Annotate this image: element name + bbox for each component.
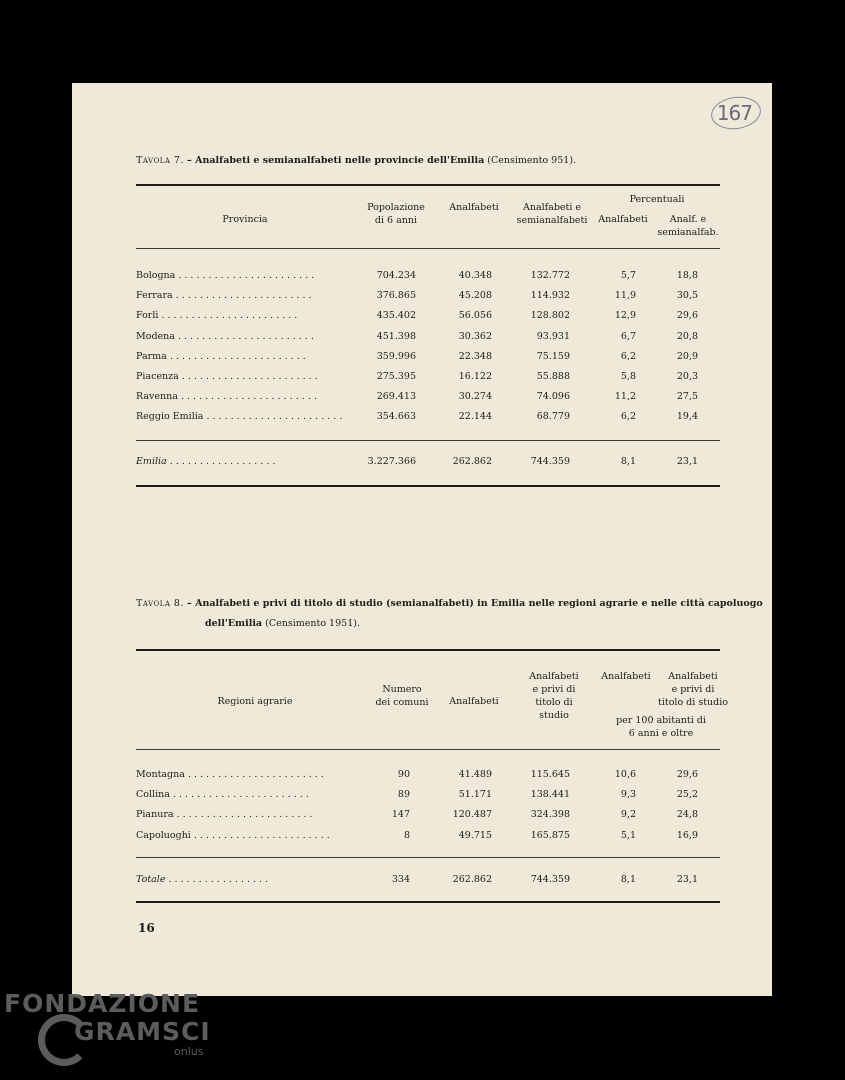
t8-header-regioni: Regioni agrarie — [217, 696, 293, 707]
cell-pct-analf: 10,6 — [614, 769, 636, 780]
t8-header-per100: per 100 abitanti di 6 anni e oltre — [616, 715, 706, 739]
row-label: Parma . . . . . . . . . . . . . . . . . . . . . . . — [136, 350, 306, 362]
t8-header-numero: Numero dei comuni — [375, 684, 429, 708]
logo-g-mark-icon — [38, 1014, 90, 1066]
cell-pct-analf: 6,2 — [620, 350, 636, 362]
table8-suffix: (Censimento 1951). — [265, 618, 360, 629]
cell-analf-privi: 115.645 — [530, 769, 570, 780]
table8-label: Tavola 8. — [136, 598, 185, 609]
table8-header-rule — [136, 749, 720, 750]
row-label: Ferrara . . . . . . . . . . . . . . . . . . . . . . . — [136, 290, 312, 302]
cell-analf-semi: 68.779 — [536, 411, 570, 423]
table-row — [136, 329, 720, 345]
cell-pct-semi: 27,5 — [676, 391, 698, 403]
t7-total-analf-semi: 744.359 — [530, 456, 570, 467]
table-row — [136, 787, 720, 803]
logo-line3: onlus — [174, 1045, 204, 1058]
cell-pct-semi: 19,4 — [676, 411, 698, 423]
table7-suffix: (Censimento 951). — [487, 155, 577, 166]
t7-header-pct-semi: Analf. e semianalfab. — [657, 214, 719, 238]
t7-total-analf: 262.862 — [452, 456, 492, 467]
t7-header-popolazione: Popolazione di 6 anni — [367, 202, 425, 226]
cell-analfabeti: 30.274 — [458, 391, 492, 403]
row-name: Bologna — [136, 270, 176, 281]
row-label: Forlì . . . . . . . . . . . . . . . . . . . . . . . — [136, 310, 298, 322]
t8-total-name: Totale . . . . . . . . . . . . . . . . . — [136, 874, 269, 885]
table8-title: – Analfabeti e privi di titolo di studio (semianalfabeti) in Emilia nelle regioni agrarie e nelle città capoluogo — [187, 598, 763, 609]
table8-top-rule — [136, 649, 720, 651]
table-row — [136, 288, 720, 304]
table-row — [136, 409, 720, 425]
table-row — [136, 828, 720, 844]
cell-analfabeti: 40.348 — [458, 270, 492, 281]
table-row — [136, 308, 720, 324]
cell-pct-analf: 11,9 — [614, 290, 636, 302]
cell-pct-privi: 16,9 — [676, 829, 698, 841]
row-name: Reggio Emilia — [136, 411, 204, 423]
cell-popolazione: 704.234 — [376, 270, 416, 281]
row-name: Pianura — [136, 809, 174, 821]
cell-pct-analf: 12,9 — [614, 310, 636, 322]
cell-pct-privi: 24,8 — [676, 809, 698, 821]
cell-analf-privi: 138.441 — [530, 789, 570, 801]
t8-total-pct-privi: 23,1 — [676, 874, 698, 885]
cell-pct-analf: 6,7 — [620, 330, 636, 342]
t7-header-percentuali: Percentuali — [629, 194, 685, 205]
table7-caption — [136, 151, 576, 170]
cell-analfabeti: 49.715 — [458, 829, 492, 841]
row-label: Capoluoghi . . . . . . . . . . . . . . . . . . . . . . . — [136, 829, 330, 841]
cell-analf-semi: 55.888 — [536, 371, 570, 382]
row-label: Ravenna . . . . . . . . . . . . . . . . . . . . . . . — [136, 391, 317, 403]
t7-header-pct-analf: Analfabeti — [598, 214, 648, 225]
page-number: 16 — [138, 921, 155, 935]
cell-popolazione: 376.865 — [376, 290, 416, 302]
cell-pct-analf: 9,3 — [620, 789, 636, 801]
cell-analfabeti: 22.144 — [458, 411, 492, 423]
cell-analfabeti: 120.487 — [452, 809, 492, 821]
cell-numero-comuni: 147 — [391, 809, 410, 821]
table8-bottom-rule — [136, 901, 720, 903]
cell-analfabeti: 45.208 — [458, 290, 492, 302]
table-row — [136, 349, 720, 365]
cell-numero-comuni: 90 — [397, 769, 410, 780]
t8-header-pct-privi: Analfabeti e privi di titolo di studio — [658, 671, 728, 708]
cell-analf-semi: 74.096 — [536, 391, 570, 403]
t8-total-num: 334 — [391, 874, 410, 885]
t8-total-analf-privi: 744.359 — [530, 874, 570, 885]
cell-analfabeti: 30.362 — [458, 330, 492, 342]
row-name: Ferrara — [136, 290, 173, 302]
t7-header-analfabeti: Analfabeti — [449, 202, 499, 213]
cell-analfabeti: 22.348 — [458, 350, 492, 362]
row-label: Reggio Emilia . . . . . . . . . . . . . . . . . . . . . . . — [136, 411, 343, 423]
handwritten-page-annotation: 167 — [716, 101, 752, 125]
cell-analf-semi: 93.931 — [536, 330, 570, 342]
cell-pct-semi: 20,9 — [676, 350, 698, 362]
cell-pct-privi: 25,2 — [676, 789, 698, 801]
table-row — [136, 369, 720, 385]
logo-line2: GRAMSCI — [74, 1017, 211, 1046]
cell-popolazione: 435.402 — [376, 310, 416, 322]
cell-analf-semi: 128.802 — [530, 310, 570, 322]
cell-pct-semi: 20,3 — [676, 371, 698, 382]
t8-header-analf-privi: Analfabeti e privi di titolo di studio — [529, 671, 579, 721]
table8-total-row — [136, 872, 720, 888]
cell-analfabeti: 41.489 — [458, 769, 492, 780]
table8-caption — [136, 594, 763, 613]
row-name: Capoluoghi — [136, 829, 191, 841]
row-label: Collina . . . . . . . . . . . . . . . . . . . . . . . — [136, 789, 309, 801]
row-label: Modena . . . . . . . . . . . . . . . . . . . . . . . — [136, 330, 314, 342]
cell-popolazione: 269.413 — [376, 391, 416, 403]
t7-header-provincia: Provincia — [222, 214, 268, 225]
cell-analfabeti: 51.171 — [458, 789, 492, 801]
t7-total-pct-analf: 8,1 — [620, 456, 636, 467]
cell-analf-privi: 324.398 — [530, 809, 570, 821]
row-label: Piacenza . . . . . . . . . . . . . . . . . . . . . . . — [136, 371, 318, 382]
t7-total-name: Emilia . . . . . . . . . . . . . . . . . . — [136, 456, 276, 467]
cell-pct-semi: 20,8 — [676, 330, 698, 342]
table7-total-rule — [136, 440, 720, 441]
cell-analf-semi: 75.159 — [536, 350, 570, 362]
table8-title-line2: dell'Emilia — [205, 618, 263, 629]
fondazione-gramsci-logo — [4, 990, 211, 1058]
cell-numero-comuni: 8 — [403, 829, 410, 841]
logo-line1: FONDAZIONE — [4, 989, 201, 1018]
cell-pct-analf: 5,7 — [620, 270, 636, 281]
cell-popolazione: 275.395 — [376, 371, 416, 382]
row-name: Montagna — [136, 769, 185, 780]
table8-caption-line2 — [205, 614, 360, 633]
cell-pct-analf: 11,2 — [614, 391, 636, 403]
cell-pct-analf: 6,2 — [620, 411, 636, 423]
row-name: Ravenna — [136, 391, 178, 403]
row-name: Modena — [136, 330, 175, 342]
table-row — [136, 767, 720, 783]
cell-analf-privi: 165.875 — [530, 829, 570, 841]
t7-header-analf-semi: Analfabeti e semianalfabeti — [516, 202, 588, 226]
table7-top-rule — [136, 184, 720, 186]
cell-pct-analf: 9,2 — [620, 809, 636, 821]
table-row — [136, 268, 720, 284]
row-name: Piacenza — [136, 371, 179, 382]
table8-total-rule — [136, 857, 720, 858]
cell-popolazione: 354.663 — [376, 411, 416, 423]
cell-analfabeti: 56.056 — [458, 310, 492, 322]
table-row — [136, 807, 720, 823]
t8-total-analf: 262.862 — [452, 874, 492, 885]
t8-header-analfabeti: Analfabeti — [449, 696, 499, 707]
cell-pct-privi: 29,6 — [676, 769, 698, 780]
table7-total-row — [136, 454, 720, 470]
t8-total-pct-analf: 8,1 — [620, 874, 636, 885]
cell-pct-analf: 5,8 — [620, 371, 636, 382]
cell-analfabeti: 16.122 — [458, 371, 492, 382]
cell-numero-comuni: 89 — [397, 789, 410, 801]
t7-total-pop: 3.227.366 — [367, 456, 416, 467]
row-name: Forlì — [136, 310, 159, 322]
row-name: Parma — [136, 350, 167, 362]
table7-header-rule — [136, 248, 720, 249]
cell-pct-semi: 18,8 — [676, 270, 698, 281]
cell-pct-analf: 5,1 — [620, 829, 636, 841]
table7-title: – Analfabeti e semianalfabeti nelle provincie dell'Emilia — [187, 155, 485, 166]
table7-bottom-rule — [136, 485, 720, 487]
cell-analf-semi: 132.772 — [530, 270, 570, 281]
table7-label: Tavola 7. — [136, 155, 185, 166]
document-page — [72, 83, 772, 996]
row-label: Pianura . . . . . . . . . . . . . . . . . . . . . . . — [136, 809, 313, 821]
row-label: Montagna . . . . . . . . . . . . . . . . . . . . . . . — [136, 769, 324, 780]
t8-header-pct-analf: Analfabeti — [601, 671, 651, 682]
t7-total-pct-semi: 23,1 — [676, 456, 698, 467]
row-label: Bologna . . . . . . . . . . . . . . . . . . . . . . . — [136, 270, 315, 281]
cell-analf-semi: 114.932 — [530, 290, 570, 302]
cell-popolazione: 359.996 — [376, 350, 416, 362]
cell-popolazione: 451.398 — [376, 330, 416, 342]
row-name: Collina — [136, 789, 170, 801]
table-row — [136, 389, 720, 405]
cell-pct-semi: 30,5 — [676, 290, 698, 302]
cell-pct-semi: 29,6 — [676, 310, 698, 322]
